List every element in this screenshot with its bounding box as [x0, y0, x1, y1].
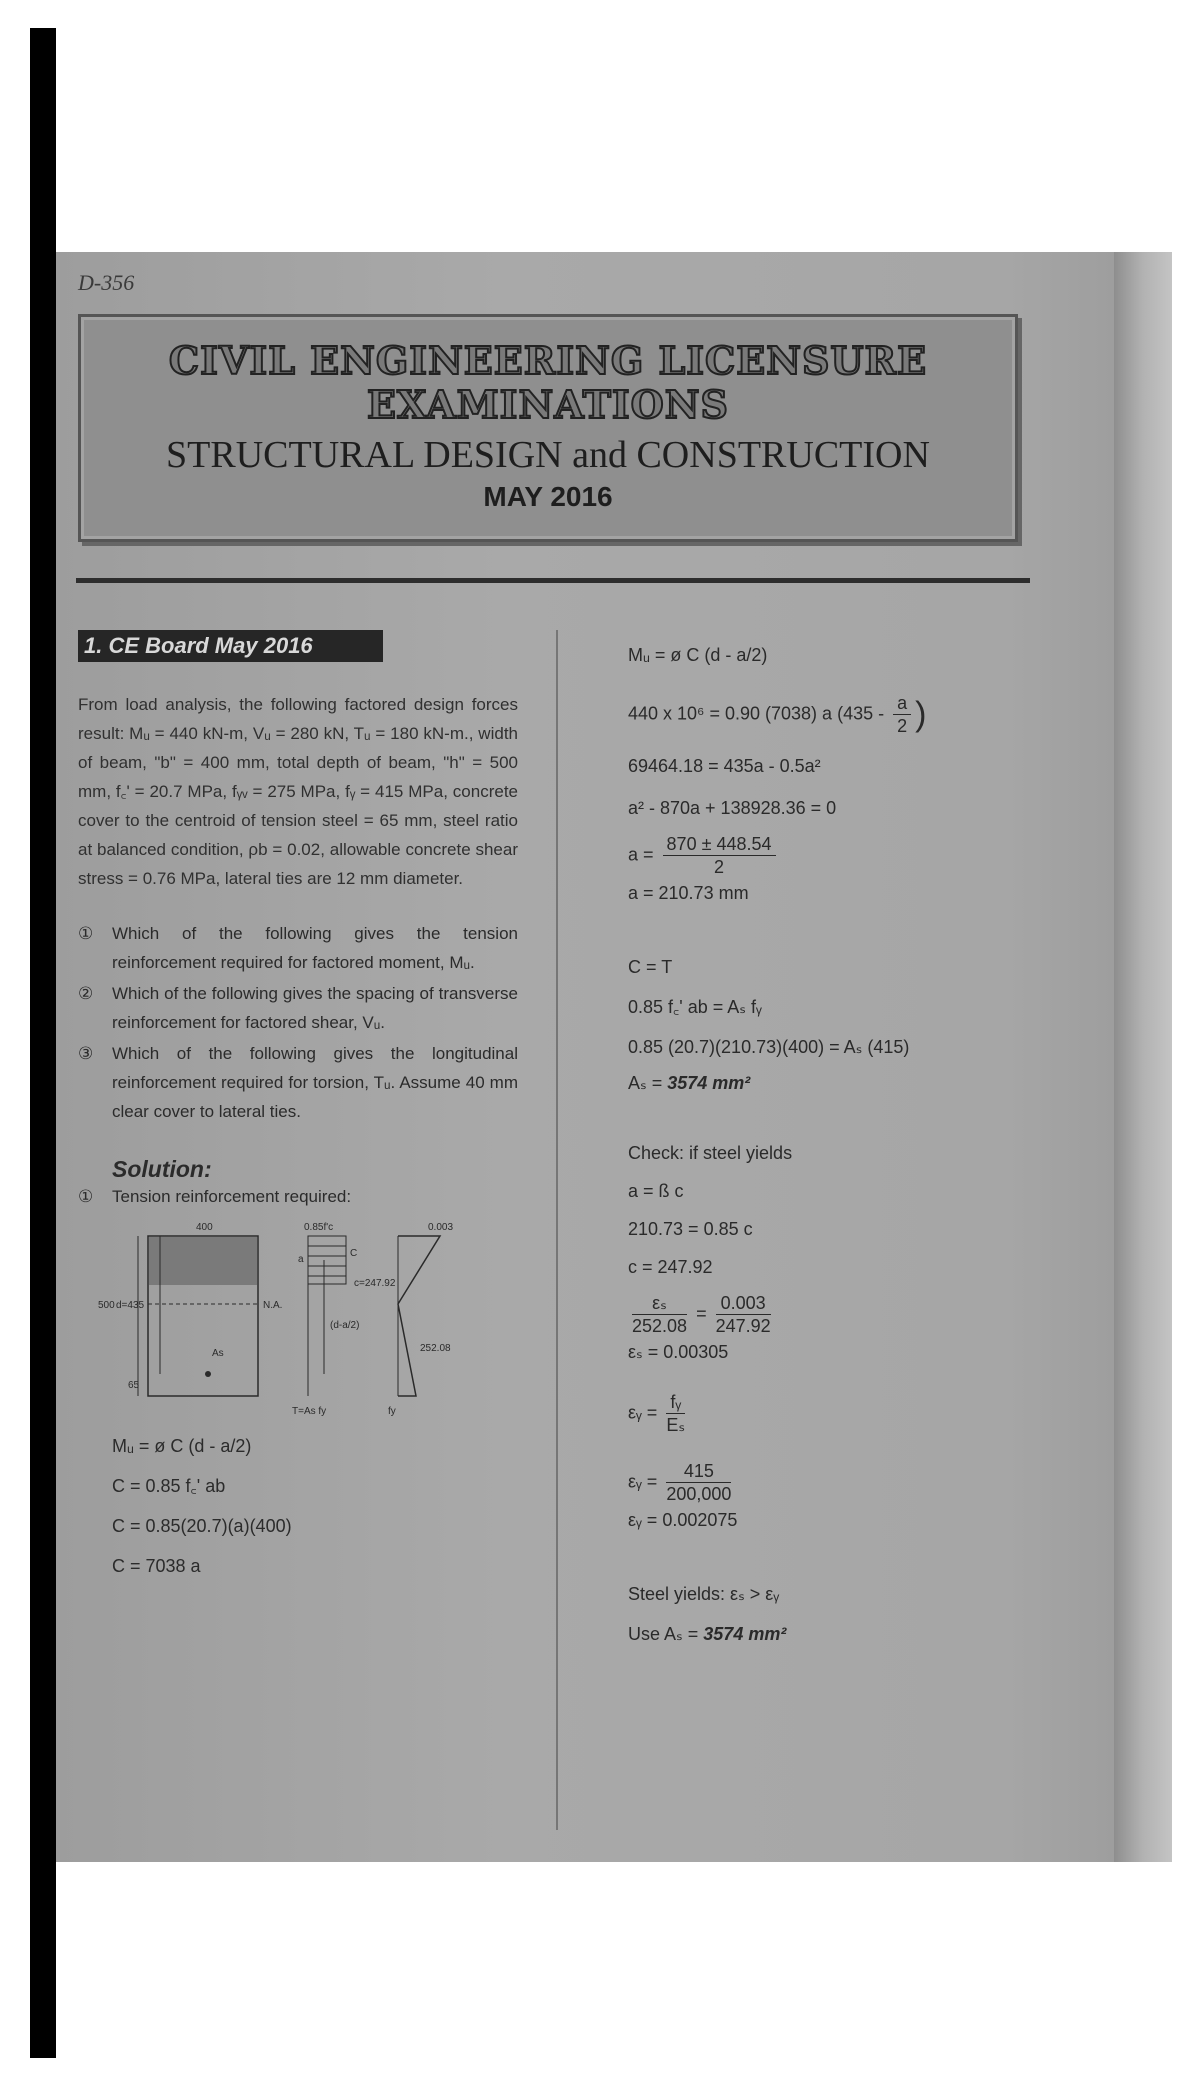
steel-bar — [205, 1371, 211, 1377]
banner-title: CIVIL ENGINEERING LICENSURE EXAMINATIONS — [168, 338, 928, 427]
right-column — [628, 630, 1008, 1649]
banner-subject: STRUCTURAL DESIGN and CONSTRUCTION — [166, 434, 930, 476]
compression-label: C — [350, 1248, 358, 1259]
equation-18: εᵧ = 0.002075 — [628, 1510, 738, 1530]
eq-lhs: Use Aₛ = — [628, 1624, 699, 1644]
fraction — [663, 833, 776, 878]
question-2 — [78, 979, 518, 1037]
eq-paren: (435 - — [837, 703, 885, 724]
neutral-axis-label: N.A. — [263, 1300, 283, 1311]
banner-date: MAY 2016 — [483, 481, 613, 512]
fraction-denominator: Eₛ — [666, 1415, 686, 1435]
depth-label: d=435 — [116, 1300, 145, 1311]
equation-11: a = ß c — [628, 1181, 684, 1201]
cover-label: 65 — [128, 1380, 140, 1391]
equation-4: a² - 870a + 138928.36 = 0 — [628, 798, 837, 818]
equation-13: c = 247.92 — [628, 1257, 713, 1277]
close-paren: ) — [915, 695, 927, 734]
page-edge — [1114, 252, 1172, 1862]
step-number: ① — [78, 1187, 94, 1206]
question-list — [78, 919, 518, 1126]
fraction-denominator: 252.08 — [632, 1316, 688, 1336]
question-text: Which of the following gives the spacing of transverse reinforcement for factored shear, Vᵤ. — [112, 984, 518, 1032]
fraction-numerator: 0.003 — [716, 1292, 771, 1315]
fraction — [716, 1292, 771, 1337]
question-text: Which of the following gives the tension reinforcement required for factored moment, Mᵤ. — [112, 924, 518, 972]
left-column — [78, 630, 518, 1586]
compression-block — [149, 1237, 257, 1285]
problem-label: 1. CE Board May 2016 — [78, 630, 383, 662]
fy-label: fy — [388, 1406, 396, 1417]
beam-section-diagram — [98, 1216, 508, 1421]
header-banner — [78, 314, 1018, 542]
strain-profile — [398, 1236, 440, 1396]
column-divider — [556, 630, 558, 1830]
equation-equilibrium: C = T — [628, 957, 673, 977]
equation-yield-strain — [628, 1391, 1008, 1436]
fraction — [666, 1391, 685, 1436]
page-number: D-356 — [78, 270, 135, 295]
equation-a-result: a = 210.73 mm — [628, 883, 749, 903]
step-text: Tension reinforcement required: — [112, 1187, 352, 1206]
neutral-depth-label: c=247.92 — [354, 1278, 396, 1289]
depth-a-label: a — [298, 1254, 304, 1265]
question-1 — [78, 919, 518, 977]
steel-area-label: As — [212, 1348, 224, 1359]
final-answer — [628, 1619, 1008, 1649]
equation-15: εₛ = 0.00305 — [628, 1342, 729, 1362]
equation-as — [628, 1068, 1008, 1098]
book-page — [56, 252, 1172, 1862]
eq-lhs: 440 x 10⁶ = 0.90 (7038) a — [628, 703, 833, 724]
equals-sign: = — [696, 1303, 707, 1324]
header-rule — [76, 578, 1030, 583]
eq-lhs: εᵧ = — [628, 1471, 658, 1492]
fraction-numerator: fᵧ — [666, 1391, 685, 1414]
fraction-numerator: 415 — [666, 1460, 731, 1483]
eq-value: 3574 mm² — [667, 1073, 751, 1093]
concrete-strain-label: 0.003 — [428, 1222, 454, 1233]
problem-statement: From load analysis, the following factored design forces result: Mᵤ = 440 kN-m, Vᵤ = 280 kN, Tᵤ = 180 kN-m., width of beam, "b" = 400 mm, total depth of beam, "h" = 500 mm, f꜀' = 20.7 MPa, fᵧᵥ = 275 MPa, fᵧ = 415 MPa, concrete cover to the centroid of tension steel = 65 mm, steel ratio at balanced condition, ρb = 0.02, allowable concrete shear stress = 0.76 MPa, lateral ties are 12 mm diameter. — [78, 695, 518, 888]
left-equation-2: C = 0.85 f꜀' ab — [112, 1476, 226, 1496]
eq-lhs: a = — [628, 844, 654, 865]
eq-lhs: εᵧ = — [628, 1402, 658, 1423]
height-label: 500 — [98, 1300, 115, 1311]
equation-moment-substituted — [628, 692, 1008, 737]
question-number: ③ — [78, 1044, 94, 1063]
fraction-denominator: 200,000 — [666, 1484, 732, 1504]
equation-12: 210.73 = 0.85 c — [628, 1219, 753, 1239]
tension-label: T=As fy — [292, 1406, 327, 1417]
equation-strain-ratio — [628, 1292, 1008, 1337]
fraction-denominator: 2 — [714, 857, 725, 877]
left-equation-4: C = 7038 a — [112, 1556, 201, 1576]
question-3 — [78, 1039, 518, 1126]
equation-9: 0.85 (20.7)(210.73)(400) = Aₛ (415) — [628, 1037, 910, 1057]
left-equation-3: C = 0.85(20.7)(a)(400) — [112, 1516, 292, 1536]
left-equation-1: Mᵤ = ø C (d - a/2) — [112, 1436, 252, 1456]
width-label: 400 — [196, 1222, 213, 1233]
lever-arm-label: (d-a/2) — [330, 1320, 360, 1331]
equation-yield-substituted — [628, 1460, 1008, 1505]
question-number: ① — [78, 924, 94, 943]
scan-border — [30, 28, 56, 2058]
equation-3: 69464.18 = 435a - 0.5a² — [628, 756, 821, 776]
equation-moment: Mᵤ = ø C (d - a/2) — [628, 645, 768, 665]
solution-step-1 — [78, 1183, 518, 1210]
equation-8: 0.85 f꜀' ab = Aₛ fᵧ — [628, 997, 762, 1017]
fraction — [632, 1292, 687, 1337]
fraction-numerator: a — [893, 692, 911, 715]
fraction-denominator: 247.92 — [715, 1316, 771, 1336]
eq-value: 3574 mm² — [703, 1624, 787, 1644]
fraction — [893, 692, 911, 737]
fraction-numerator: εₛ — [632, 1292, 687, 1315]
stress-block — [308, 1236, 346, 1284]
equation-quadratic — [628, 833, 1008, 878]
fraction-denominator: 2 — [897, 716, 908, 736]
check-heading: Check: if steel yields — [628, 1143, 793, 1163]
stress-label: 0.85f'c — [304, 1222, 334, 1233]
fraction — [666, 1460, 731, 1505]
steel-strain-label: 252.08 — [420, 1343, 451, 1354]
eq-lhs: Aₛ = — [628, 1073, 663, 1093]
solution-heading: Solution: — [112, 1156, 212, 1182]
fraction-numerator: 870 ± 448.54 — [663, 833, 776, 856]
question-number: ② — [78, 984, 94, 1003]
question-text: Which of the following gives the longitudinal reinforcement required for torsion, Tᵤ. Assume 40 mm clear cover to lateral ties. — [112, 1044, 518, 1121]
yield-conclusion: Steel yields: εₛ > εᵧ — [628, 1584, 780, 1604]
